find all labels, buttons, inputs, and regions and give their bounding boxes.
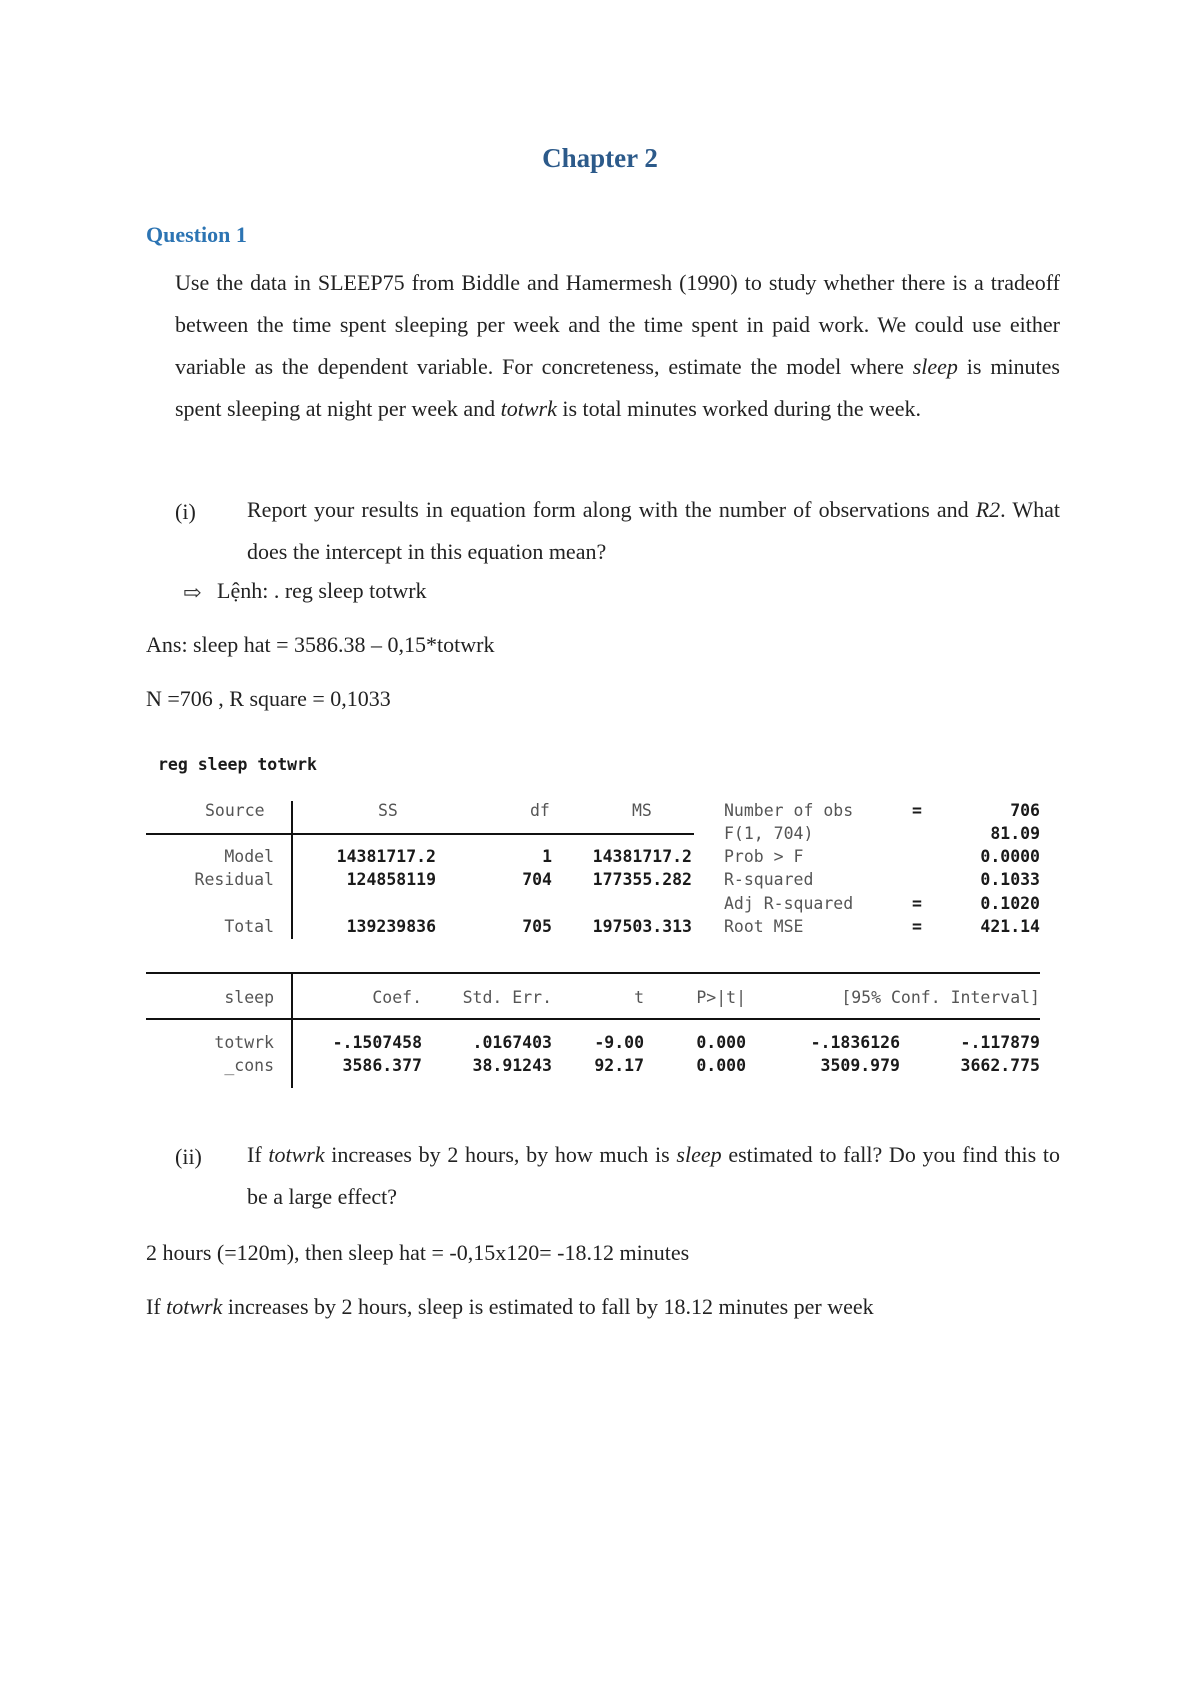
coef-row-ci-high: -.117879	[960, 1033, 1040, 1052]
anova-divider	[146, 833, 694, 835]
part-ii-text-3: estimated to fall? Do you find this to be a large effect?	[247, 1142, 1060, 1209]
chapter-title: Chapter 2	[542, 143, 658, 173]
part-ii-answer-1: 2 hours (=120m), then sleep hat = -0,15x120= -18.12 minutes	[146, 1240, 690, 1265]
coef-header-var: sleep	[224, 988, 274, 1007]
stat-eq: =	[912, 801, 922, 820]
coef-row-t: 92.17	[594, 1056, 644, 1075]
stat-value: 0.1033	[980, 870, 1040, 889]
stat-label: Root MSE	[724, 917, 804, 936]
anova-row-total-df: 705	[522, 917, 552, 936]
anova-vertical-divider	[291, 801, 293, 939]
intro-paragraph	[175, 262, 1060, 430]
intro-var-totwrk: totwrk	[500, 396, 557, 421]
coef-header-se: Std. Err.	[462, 988, 552, 1007]
part-ii-answer-2-a: If	[146, 1294, 167, 1319]
anova-row-total-ms: 197503.313	[592, 917, 692, 936]
coef-header-p: P>|t|	[696, 988, 746, 1007]
stat-value: 706	[1010, 801, 1040, 820]
coef-header-t: t	[634, 988, 644, 1007]
answer-equation: Ans: sleep hat = 3586.38 – 0,15*totwrk	[146, 632, 495, 657]
coef-row-t: -9.00	[594, 1033, 644, 1052]
anova-row-model-ss: 14381717.2	[336, 847, 436, 866]
coef-row-var: _cons	[224, 1056, 274, 1075]
coef-row-se: .0167403	[472, 1033, 552, 1052]
arrow-icon: ⇨	[183, 580, 202, 605]
coef-row-coef: 3586.377	[342, 1056, 422, 1075]
coef-row-p: 0.000	[696, 1033, 746, 1052]
anova-row-residual-ss: 124858119	[346, 870, 436, 889]
part-ii-text-1: If	[247, 1142, 269, 1167]
coef-row-coef: -.1507458	[332, 1033, 422, 1052]
part-ii-var-sleep: sleep	[676, 1142, 722, 1167]
coef-row-var: totwrk	[214, 1033, 274, 1052]
coef-header-coef: Coef.	[372, 988, 422, 1007]
stat-label: Number of obs	[724, 801, 854, 820]
intro-text-3: is total minutes worked during the week.	[556, 396, 922, 421]
question-title: Question 1	[146, 222, 247, 247]
part-ii-answer-2-b: increases by 2 hours, sleep is estimated to fall by 18.12 minutes per week	[222, 1294, 874, 1319]
coef-divider	[146, 1018, 1040, 1020]
stat-eq: =	[912, 917, 922, 936]
stat-value: 421.14	[980, 917, 1040, 936]
stat-label: Prob > F	[724, 847, 804, 866]
part-i-r2: R2	[975, 497, 1001, 522]
anova-header-ms: MS	[632, 801, 652, 820]
stat-value: 0.1020	[980, 894, 1040, 913]
anova-row-residual-source: Residual	[194, 870, 274, 889]
anova-header-source: Source	[205, 801, 265, 820]
stat-label: F(1, 704)	[724, 824, 814, 843]
coef-top-rule	[146, 972, 1040, 974]
coef-row-ci-high: 3662.775	[960, 1056, 1040, 1075]
part-ii-answer-2	[146, 1286, 874, 1328]
stata-command-note: Lệnh: . reg sleep totwrk	[217, 578, 427, 603]
stat-eq: =	[912, 894, 922, 913]
stat-label: Adj R-squared	[724, 894, 854, 913]
anova-row-model-df: 1	[542, 847, 552, 866]
coef-row-ci-low: -.1836126	[810, 1033, 900, 1052]
stata-command: reg sleep totwrk	[158, 755, 317, 774]
coef-row-p: 0.000	[696, 1056, 746, 1075]
part-ii-text-2: increases by 2 hours, by how much is	[324, 1142, 677, 1167]
anova-header-df: df	[530, 801, 550, 820]
intro-text-1: Use the data in SLEEP75 from Biddle and Hamermesh (1990) to study whether there is a tradeoff between the time spent sleeping per week and the time spent in paid work. We could use either variable as the dependent variable. For concreteness, estimate the model where	[175, 270, 1060, 379]
part-ii-var-totwrk: totwrk	[268, 1142, 325, 1167]
coef-row-se: 38.91243	[472, 1056, 552, 1075]
part-i-question	[247, 489, 1060, 573]
anova-row-model-ms: 14381717.2	[592, 847, 692, 866]
part-ii-label: (ii)	[175, 1144, 202, 1169]
intro-text-2: is minutes spent sleeping at night per week and	[175, 354, 1060, 421]
anova-row-total-ss: 139239836	[346, 917, 436, 936]
anova-row-model-source: Model	[224, 847, 274, 866]
part-i-text-1: Report your results in equation form along with the number of observations and	[247, 497, 976, 522]
anova-row-residual-ms: 177355.282	[592, 870, 692, 889]
part-i-label: (i)	[175, 499, 196, 524]
anova-row-residual-df: 704	[522, 870, 552, 889]
part-ii-answer-2-var: totwrk	[166, 1294, 223, 1319]
coef-vertical-divider	[291, 974, 293, 1088]
stat-value: 81.09	[990, 824, 1040, 843]
answer-n-r2: N =706 , R square = 0,1033	[146, 686, 391, 711]
intro-var-sleep: sleep	[912, 354, 958, 379]
anova-row-total-source: Total	[224, 917, 274, 936]
part-ii-question	[247, 1134, 1060, 1218]
stat-value: 0.0000	[980, 847, 1040, 866]
coef-header-ci: [95% Conf. Interval]	[841, 988, 1040, 1007]
anova-header-ss: SS	[378, 801, 398, 820]
stat-label: R-squared	[724, 870, 814, 889]
part-i-text-2: . What does the intercept in this equation mean?	[247, 497, 1060, 564]
coef-row-ci-low: 3509.979	[820, 1056, 900, 1075]
